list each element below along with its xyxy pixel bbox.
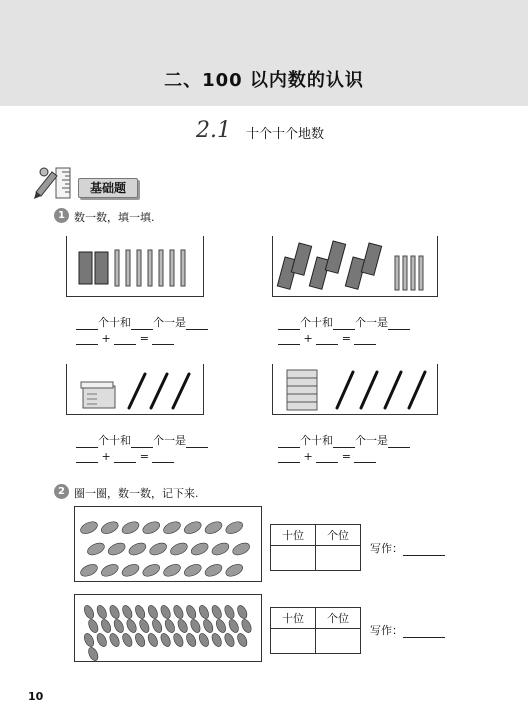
leaf xyxy=(127,541,148,558)
leaf xyxy=(172,632,185,648)
leaf xyxy=(176,618,189,634)
answer-blank[interactable] xyxy=(278,435,300,448)
tens-header: 十位 xyxy=(271,608,316,629)
leaf xyxy=(146,604,159,620)
answer-blank[interactable] xyxy=(354,450,376,463)
leaf xyxy=(223,632,236,648)
paper-pencils-picture xyxy=(66,364,204,415)
pencil-ruler-icon xyxy=(32,166,76,200)
ones-header: 个位 xyxy=(316,608,361,629)
ten-stick-bundle xyxy=(325,241,345,273)
paper-pencils-drawing xyxy=(273,364,437,414)
tens-answer-cell[interactable] xyxy=(271,629,316,654)
sticks-picture xyxy=(272,236,438,297)
leaf xyxy=(231,541,252,558)
leaf xyxy=(197,604,210,620)
single-stick xyxy=(159,250,163,286)
section-title: 十个十个地数 xyxy=(246,127,325,142)
leaf xyxy=(121,604,134,620)
answer-blank[interactable] xyxy=(388,435,410,448)
leaves-drawing xyxy=(75,595,261,661)
answer-blank[interactable] xyxy=(388,317,410,330)
leaf xyxy=(236,632,249,648)
fill-equation: + = xyxy=(76,450,174,463)
leaf xyxy=(185,632,198,648)
leaf xyxy=(210,604,223,620)
answer-blank[interactable] xyxy=(354,332,376,345)
answer-blank[interactable] xyxy=(76,435,98,448)
leaf xyxy=(182,562,203,579)
fill-equation: + = xyxy=(76,332,174,345)
leaf xyxy=(95,604,108,620)
fill-sentence: 个十和 个一是 xyxy=(278,432,410,448)
answer-blank[interactable] xyxy=(114,332,136,345)
basic-questions-badge: 基础题 xyxy=(78,178,138,198)
ten-stick-bundle xyxy=(345,257,365,289)
leaf xyxy=(197,632,210,648)
question-number: 1 xyxy=(54,208,69,223)
single-stick xyxy=(395,256,399,290)
leaf xyxy=(121,632,134,648)
answer-blank[interactable] xyxy=(186,317,208,330)
single-stick xyxy=(115,250,119,286)
single-stick xyxy=(170,250,174,286)
answer-blank[interactable] xyxy=(278,450,300,463)
leaf xyxy=(163,618,176,634)
ones-answer-cell[interactable] xyxy=(316,629,361,654)
answer-blank[interactable] xyxy=(76,317,98,330)
ten-stick-bundle xyxy=(291,243,311,275)
answer-blank[interactable] xyxy=(76,332,98,345)
leaf xyxy=(189,618,202,634)
leaf xyxy=(120,562,141,579)
leaf xyxy=(189,541,210,558)
answer-blank[interactable] xyxy=(316,332,338,345)
leaf xyxy=(133,632,146,648)
ten-stick-bundle xyxy=(309,257,329,289)
question-prompt: 数一数，填一填. xyxy=(74,211,155,224)
leaf xyxy=(99,562,120,579)
answer-blank[interactable] xyxy=(403,543,445,556)
leaf xyxy=(87,618,100,634)
leaf xyxy=(185,604,198,620)
ones-header: 个位 xyxy=(316,525,361,546)
leaves-drawing xyxy=(75,507,261,581)
fill-sentence: 个十和 个一是 xyxy=(278,314,410,330)
leaf xyxy=(79,519,100,536)
answer-blank[interactable] xyxy=(114,450,136,463)
answer-blank[interactable] xyxy=(152,450,174,463)
leaf xyxy=(159,604,172,620)
leaf xyxy=(162,519,183,536)
leaf xyxy=(82,632,95,648)
leaf xyxy=(203,519,224,536)
section-number: 2.1 xyxy=(196,118,231,143)
answer-blank[interactable] xyxy=(333,435,355,448)
answer-blank[interactable] xyxy=(131,317,153,330)
place-value-table xyxy=(270,524,361,571)
leaf xyxy=(141,519,162,536)
ten-stick-bundle xyxy=(79,252,92,284)
answer-blank[interactable] xyxy=(333,317,355,330)
fill-sentence: 个十和 个一是 xyxy=(76,432,208,448)
leaf xyxy=(141,562,162,579)
leaf xyxy=(182,519,203,536)
leaf xyxy=(224,519,245,536)
leaf xyxy=(148,541,169,558)
place-value-table xyxy=(270,607,361,654)
leaf xyxy=(86,541,107,558)
page-number: 10 xyxy=(28,690,44,703)
leaves-picture[interactable] xyxy=(74,594,262,662)
answer-blank[interactable] xyxy=(316,450,338,463)
chapter-title: 二、100 以内数的认识 xyxy=(164,70,364,91)
single-stick xyxy=(411,256,415,290)
leaf xyxy=(240,618,253,634)
leaf xyxy=(138,618,151,634)
leaf xyxy=(236,604,249,620)
leaf xyxy=(210,541,231,558)
answer-blank[interactable] xyxy=(131,435,153,448)
ten-stick-bundle xyxy=(361,243,381,275)
answer-blank[interactable] xyxy=(278,332,300,345)
tens-answer-cell[interactable] xyxy=(271,546,316,571)
single-stick xyxy=(137,250,141,286)
leaves-picture[interactable] xyxy=(74,506,262,582)
leaf xyxy=(108,632,121,648)
fill-sentence: 个十和 个一是 xyxy=(76,314,208,330)
leaf xyxy=(202,618,215,634)
fill-equation: + = xyxy=(278,332,376,345)
answer-blank[interactable] xyxy=(186,435,208,448)
leaf xyxy=(146,632,159,648)
leaf xyxy=(95,632,108,648)
paper-pencils-picture xyxy=(272,364,438,415)
question-number: 2 xyxy=(54,484,69,499)
single-stick xyxy=(148,250,152,286)
write-as: 写作： xyxy=(370,622,445,638)
leaf xyxy=(99,618,112,634)
leaf xyxy=(169,541,190,558)
leaf xyxy=(82,604,95,620)
question-prompt: 圈一圈，数一数，记下来. xyxy=(74,487,199,500)
sticks-drawing xyxy=(273,236,437,296)
leaf xyxy=(99,519,120,536)
leaf xyxy=(120,519,141,536)
leaf xyxy=(133,604,146,620)
leaf xyxy=(214,618,227,634)
leaf xyxy=(172,604,185,620)
sticks-drawing xyxy=(67,236,203,296)
leaf xyxy=(210,632,223,648)
answer-blank[interactable] xyxy=(152,332,174,345)
ones-answer-cell[interactable] xyxy=(316,546,361,571)
leaf xyxy=(151,618,164,634)
leaf xyxy=(112,618,125,634)
answer-blank[interactable] xyxy=(403,625,445,638)
leaf xyxy=(162,562,183,579)
paper-pencils-drawing xyxy=(67,364,203,414)
leaf xyxy=(159,632,172,648)
answer-blank[interactable] xyxy=(278,317,300,330)
ten-stick-bundle xyxy=(95,252,108,284)
leaf xyxy=(223,604,236,620)
single-stick xyxy=(181,250,185,286)
leaf xyxy=(224,562,245,579)
single-stick xyxy=(126,250,130,286)
sticks-picture xyxy=(66,236,204,297)
tens-header: 十位 xyxy=(271,525,316,546)
leaf xyxy=(79,562,100,579)
leaf xyxy=(203,562,224,579)
answer-blank[interactable] xyxy=(76,450,98,463)
leaf xyxy=(106,541,127,558)
leaf xyxy=(108,604,121,620)
fill-equation: + = xyxy=(278,450,376,463)
leaf xyxy=(125,618,138,634)
single-stick xyxy=(419,256,423,290)
write-as: 写作： xyxy=(370,540,445,556)
single-stick xyxy=(403,256,407,290)
leaf xyxy=(87,646,100,661)
leaf xyxy=(227,618,240,634)
